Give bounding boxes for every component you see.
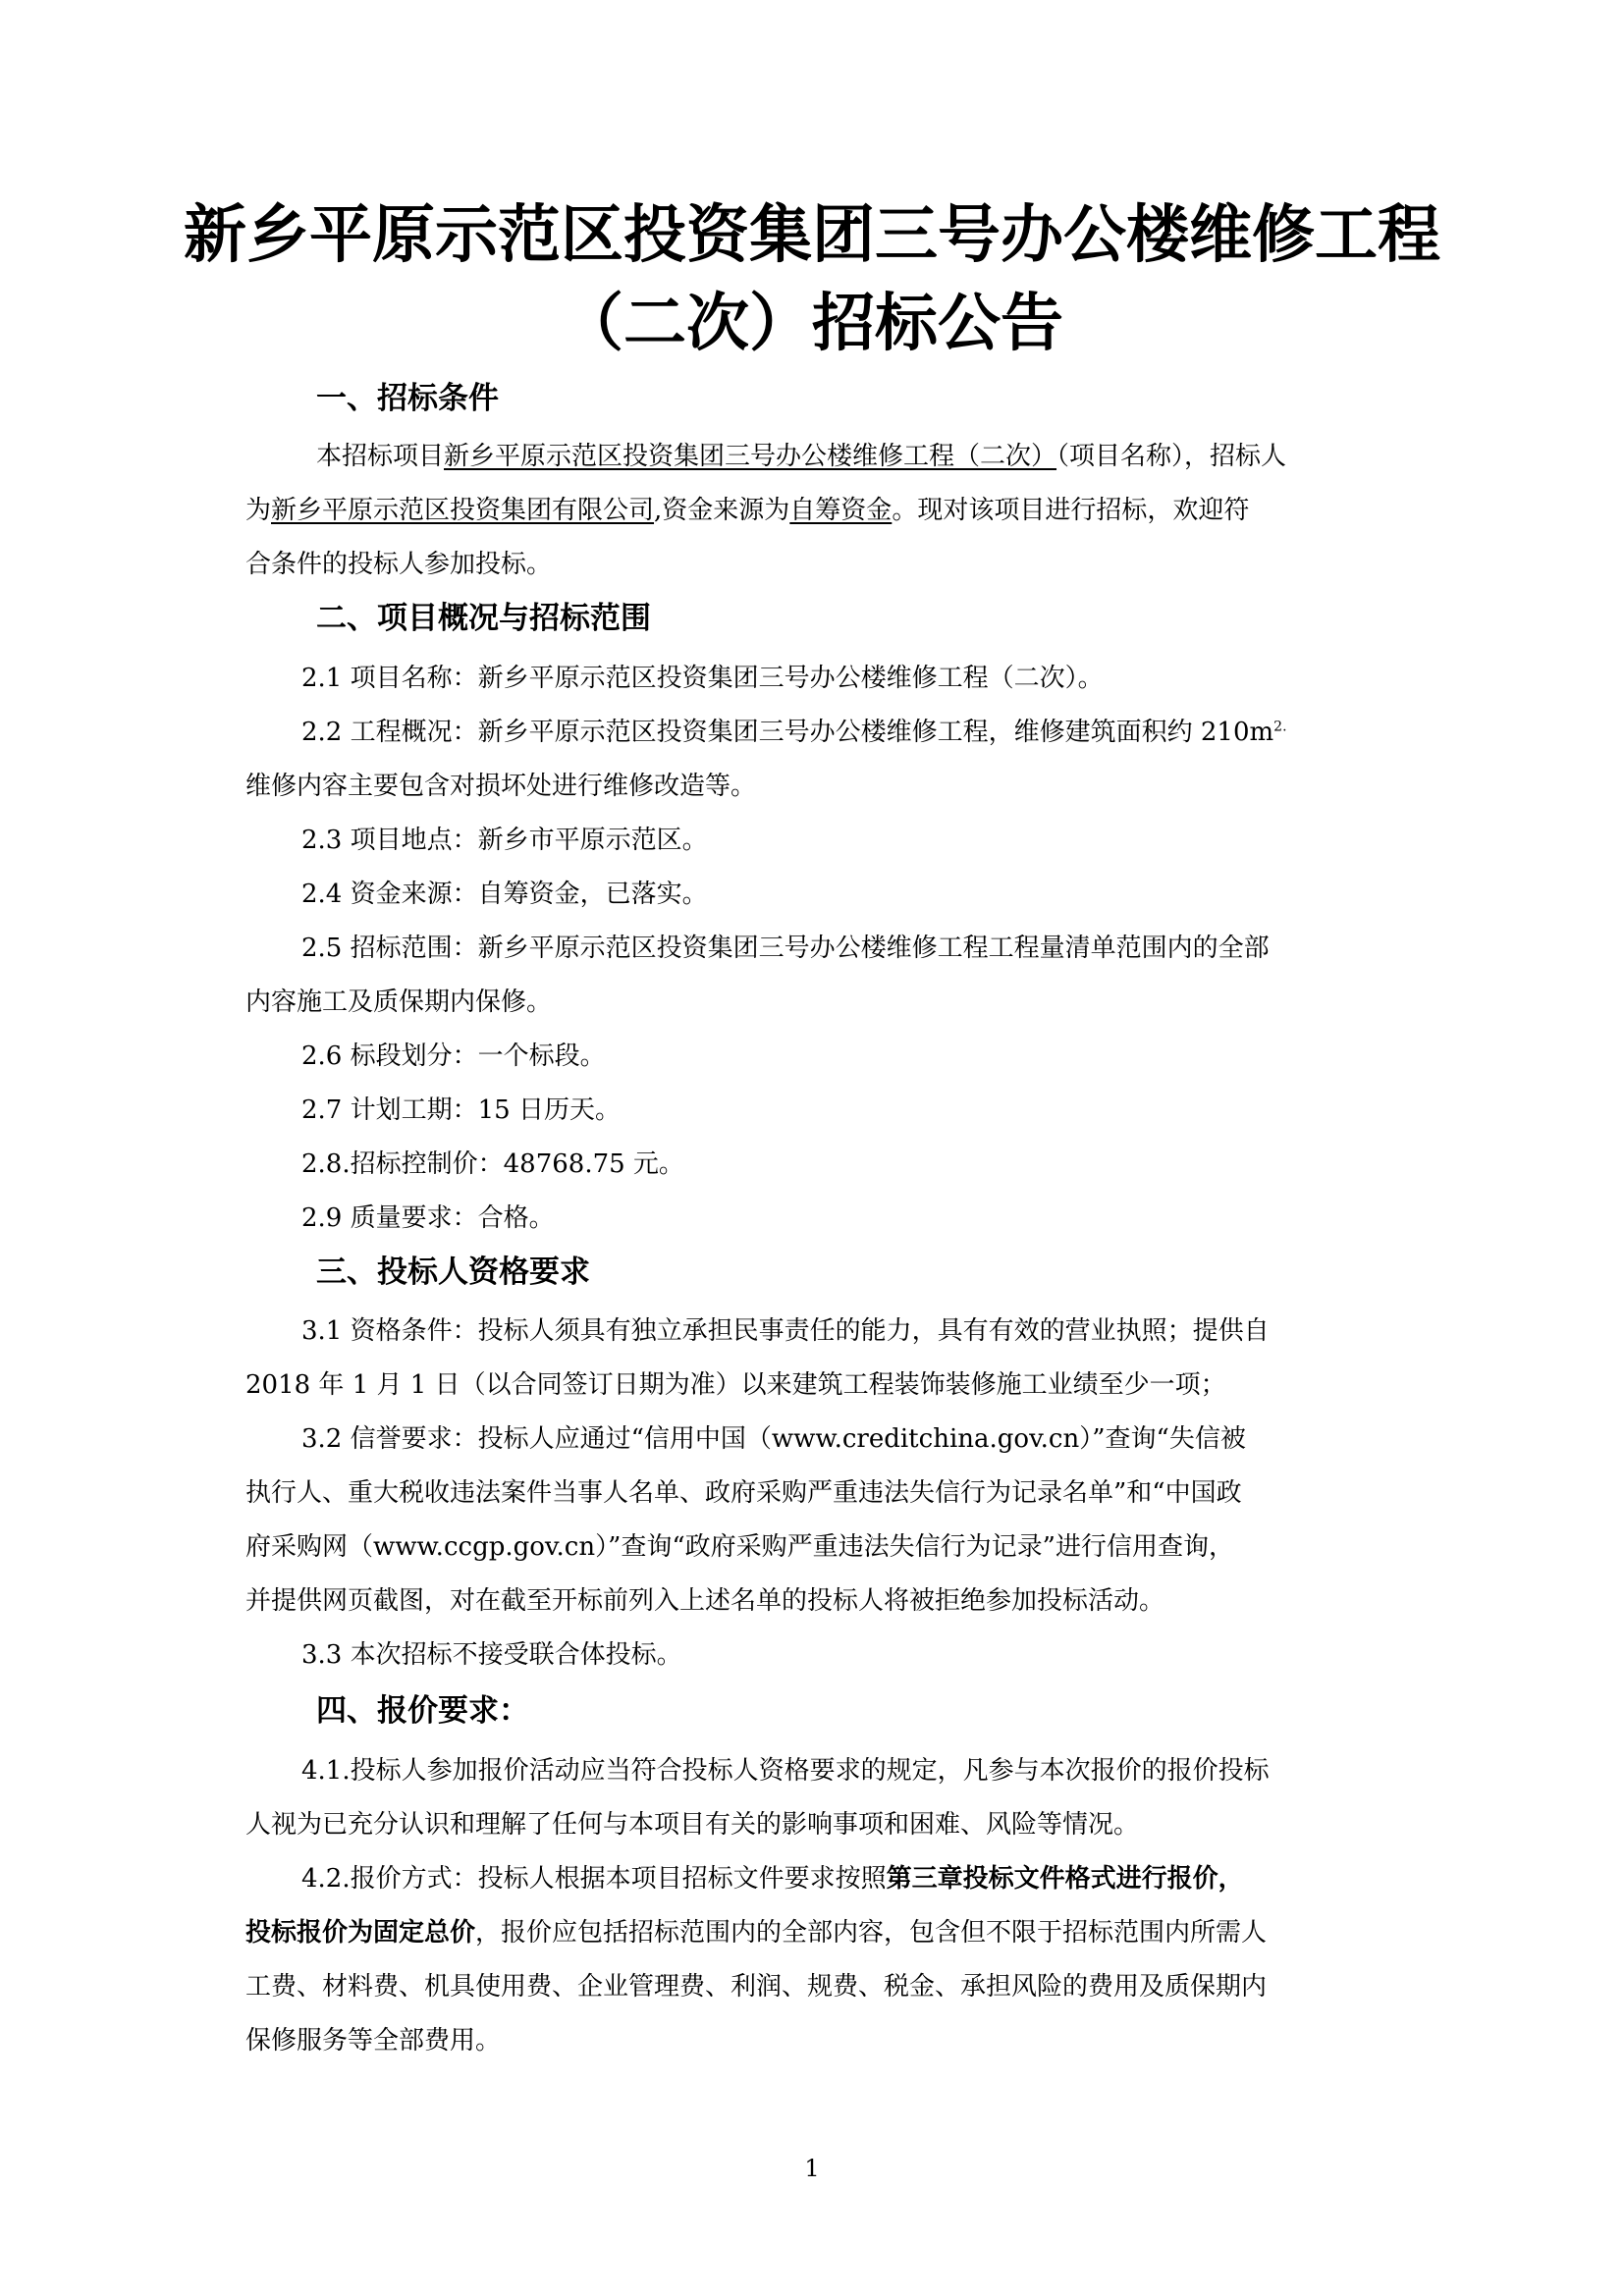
- item-2-7: 2.7 计划工期：15 日历天。: [301, 1095, 621, 1125]
- item-3-1-line-2: 2018 年 1 月 1 日（以合同签订日期为准）以来建筑工程装饰装修施工业绩至少一项；: [245, 1370, 1226, 1400]
- section-4-heading: 四、报价要求：: [316, 1693, 529, 1729]
- s1-text: 。现对该项目进行招标，欢迎符: [892, 496, 1250, 525]
- item-3-2-line-4: 并提供网页截图，对在截至开标前列入上述名单的投标人将被拒绝参加投标活动。: [245, 1586, 1165, 1616]
- s1-text: 本招标项目: [316, 442, 445, 471]
- item-4-2-text: ，报价应包括招标范围内的全部内容，包含但不限于招标范围内所需人: [475, 1918, 1268, 1948]
- item-3-2-line-2: 执行人、重大税收违法案件当事人名单、政府采购严重违法失信行为记录名单”和“中国政: [245, 1478, 1242, 1508]
- item-4-2-bold-text: 投标报价为固定总价: [245, 1918, 476, 1948]
- s1-line-1: [316, 441, 1286, 472]
- item-3-1-line-1: 3.1 资格条件：投标人须具有独立承担民事责任的能力，具有有效的营业执照；提供自: [301, 1316, 1270, 1346]
- area-superscript: 2.: [1273, 719, 1287, 735]
- item-2-2-line-2: 维修内容主要包含对损坏处进行维修改造等。: [245, 772, 757, 801]
- item-2-1: 2.1 项目名称：新乡平原示范区投资集团三号办公楼维修工程（二次）。: [301, 664, 1104, 693]
- item-4-2-line-2: [245, 1917, 1267, 1949]
- item-4-2-line-1: [301, 1863, 1244, 1895]
- s1-line-2: [245, 495, 1249, 526]
- s1-text: （项目名称），招标人: [1056, 442, 1287, 471]
- item-2-2-text: 2.2 工程概况：新乡平原示范区投资集团三号办公楼维修工程，维修建筑面积约 210m: [301, 718, 1274, 747]
- item-4-2-bold-text: 第三章投标文件格式进行报价，: [886, 1864, 1244, 1894]
- page-number: 1: [804, 2155, 820, 2182]
- item-2-6: 2.6 标段划分：一个标段。: [301, 1041, 606, 1071]
- tenderer-name-underlined: 新乡平原示范区投资集团有限公司: [271, 496, 655, 525]
- s1-text: 为: [245, 496, 272, 525]
- item-2-5-line-1: 2.5 招标范围：新乡平原示范区投资集团三号办公楼维修工程工程量清单范围内的全部: [301, 934, 1270, 963]
- item-4-2-line-3: 工费、材料费、机具使用费、企业管理费、利润、规费、税金、承担风险的费用及质保期内: [245, 1972, 1268, 2002]
- s1-line-3: 合条件的投标人参加投标。: [245, 550, 553, 579]
- item-2-4: 2.4 资金来源：自筹资金，已落实。: [301, 880, 708, 909]
- item-4-1-line-2: 人视为已充分认识和理解了任何与本项目有关的影响事项和困难、风险等情况。: [245, 1810, 1140, 1840]
- item-3-2-line-1: 3.2 信誉要求：投标人应通过“信用中国（www.creditchina.gov.cn）”查询“失信被: [301, 1424, 1246, 1454]
- document-title-line-2: （二次）招标公告: [561, 288, 1063, 360]
- item-4-2-text: 4.2.报价方式：投标人根据本项目招标文件要求按照: [301, 1864, 887, 1894]
- s1-text: ,资金来源为: [654, 496, 790, 525]
- item-2-5-line-2: 内容施工及质保期内保修。: [245, 988, 553, 1017]
- section-2-heading: 二、项目概况与招标范围: [316, 601, 651, 636]
- project-name-underlined: 新乡平原示范区投资集团三号办公楼维修工程（二次）: [444, 442, 1057, 471]
- fund-source-underlined: 自筹资金: [789, 496, 893, 525]
- item-3-2-line-3: 府采购网（www.ccgp.gov.cn）”查询“政府采购严重违法失信行为记录”进行信用查询，: [245, 1532, 1234, 1562]
- document-title-line-1: 新乡平原示范区投资集团三号办公楼维修工程: [184, 199, 1440, 272]
- section-1-heading: 一、招标条件: [316, 381, 499, 416]
- item-3-3: 3.3 本次招标不接受联合体投标。: [301, 1640, 682, 1670]
- item-2-9: 2.9 质量要求：合格。: [301, 1203, 555, 1233]
- item-4-2-line-4: 保修服务等全部费用。: [245, 2026, 502, 2056]
- section-3-heading: 三、投标人资格要求: [316, 1255, 590, 1290]
- item-2-8: 2.8.招标控制价：48768.75 元。: [301, 1149, 684, 1179]
- item-2-3: 2.3 项目地点：新乡市平原示范区。: [301, 826, 708, 855]
- item-2-2-line-1: [301, 717, 1287, 748]
- item-4-1-line-1: 4.1.投标人参加报价活动应当符合投标人资格要求的规定，凡参与本次报价的报价投标: [301, 1756, 1270, 1786]
